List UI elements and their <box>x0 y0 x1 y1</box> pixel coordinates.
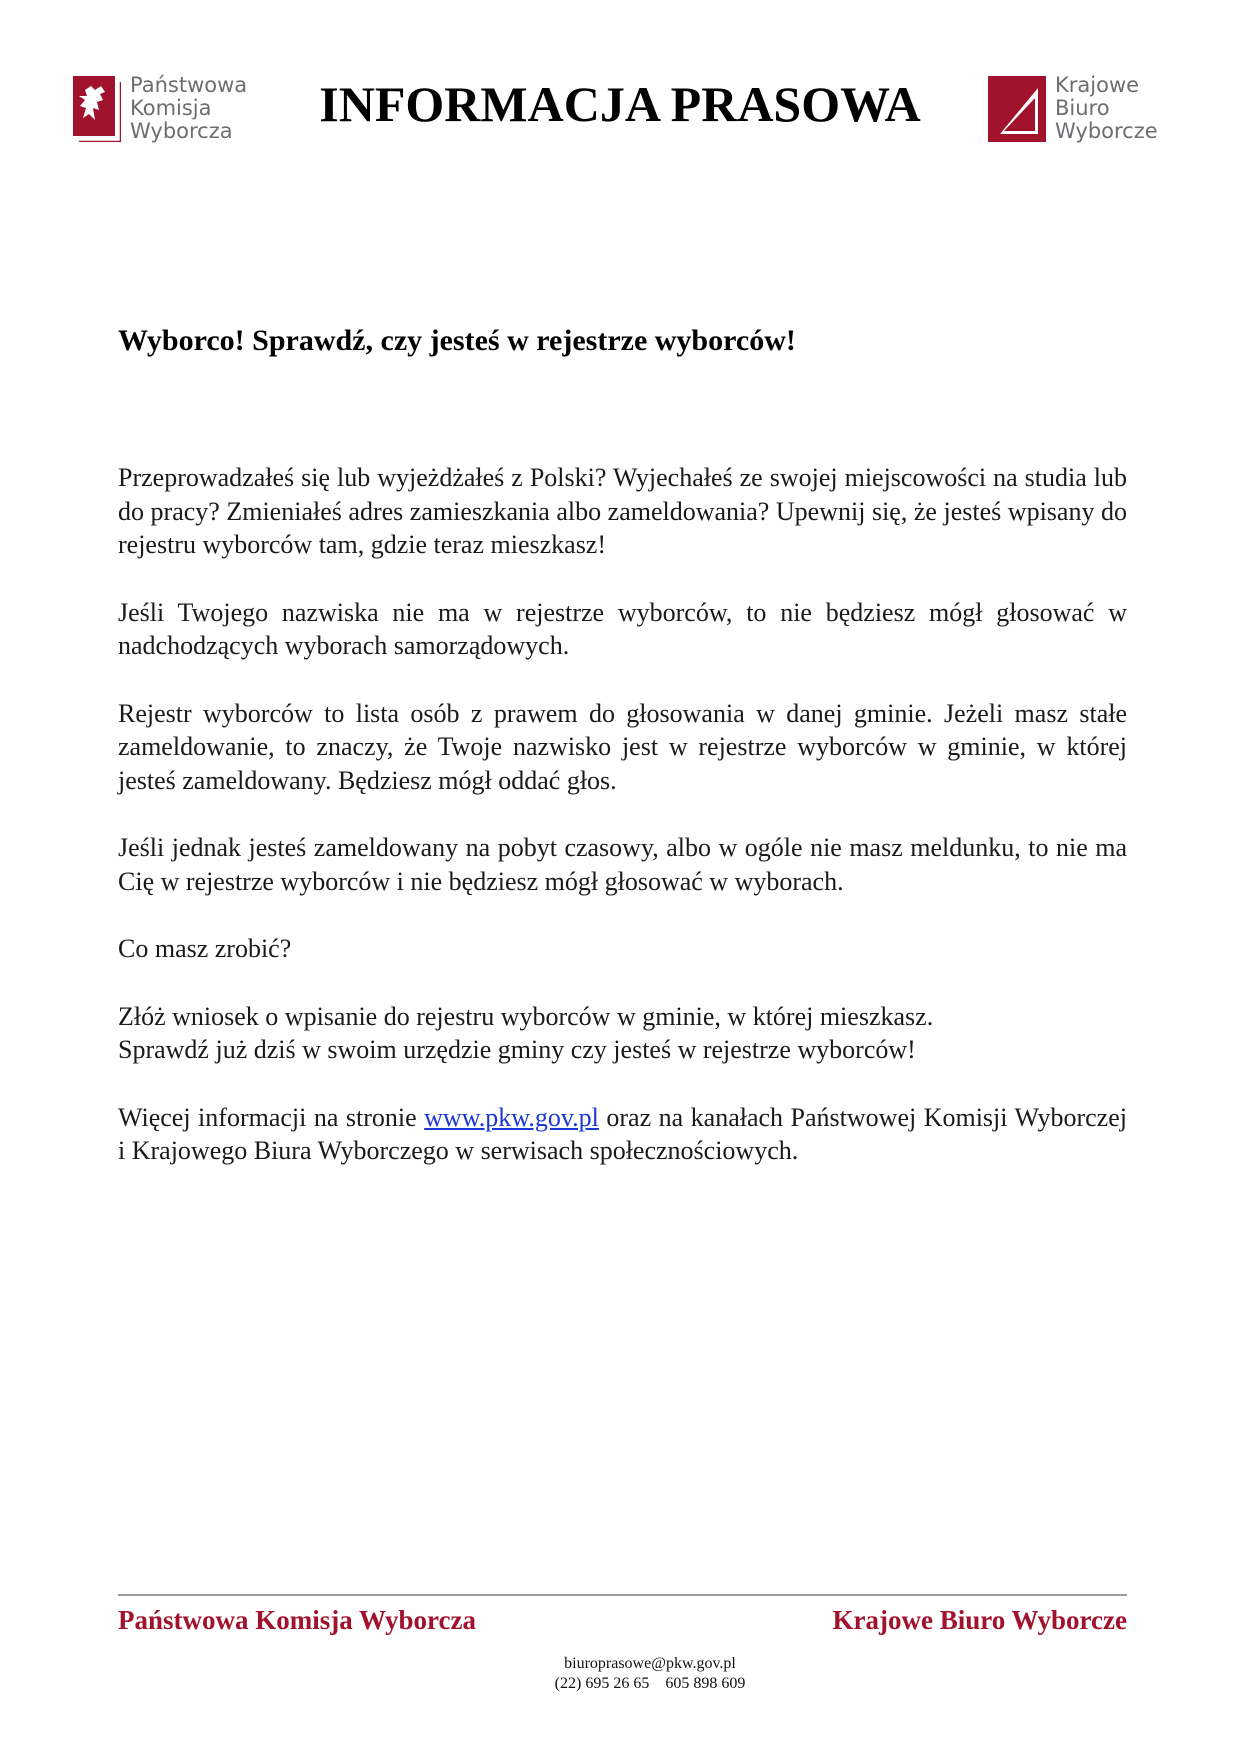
kbw-logo-icon <box>988 76 1046 142</box>
paragraph: Co masz zrobić? <box>118 934 292 963</box>
press-phones: (22) 695 26 65 605 898 609 <box>554 1675 746 1692</box>
footer-pkw-name: Państwowa Komisja Wyborcza <box>118 1605 476 1635</box>
kbw-logo-line: Biuro <box>1055 96 1110 120</box>
pkw-website-link[interactable]: www.pkw.gov.pl <box>424 1102 599 1132</box>
press-contact <box>470 1654 830 1694</box>
press-email[interactable]: biuroprasowe@pkw.gov.pl <box>564 1655 736 1672</box>
more-info-paragraph <box>118 1101 1127 1168</box>
article-body <box>118 461 1127 1202</box>
page-title: INFORMACJA PRASOWA <box>319 76 921 132</box>
more-info-trailing-text: oraz na kanałach Państwowej Komisji Wyborczej i Krajowego Biura Wyborczego w serwisach społecznościowych. <box>118 1102 1127 1165</box>
kbw-logo-line: Wyborcze <box>1055 119 1158 143</box>
kbw-logo-line: Krajowe <box>1055 73 1140 97</box>
paragraph: Przeprowadzałeś się lub wyjeżdżałeś z Polski? Wyjechałeś ze swojej miejscowości na studia lub do pracy? Zmieniałeś adres zamieszkania albo zameldowania? Upewnij się, że jesteś wpisany do rejestru wyborców tam, gdzie teraz mieszkasz! <box>118 463 1127 559</box>
paragraph-line: Sprawdź już dziś w swoim urzędzie gminy czy jesteś w rejestrze wyborców! <box>118 1035 916 1064</box>
paragraph: Jeśli Twojego nazwiska nie ma w rejestrze wyborców, to nie będziesz mógł głosować w nadchodzących wyborach samorządowych. <box>118 597 1127 660</box>
footer-divider <box>118 1594 1127 1596</box>
paragraph: Rejestr wyborców to lista osób z prawem do głosowania w danej gminie. Jeżeli masz stałe zameldowanie, to znaczy, że Twoje nazwisko jest w rejestrze wyborców w gminie, w której jesteś zameldowany. Będziesz mógł oddać głos. <box>118 698 1127 795</box>
more-info-lead-text: Więcej informacji na stronie <box>118 1102 425 1132</box>
footer-kbw-name: Krajowe Biuro Wyborcze <box>832 1605 1127 1635</box>
pkw-logo-line: Państwowa <box>130 73 248 97</box>
pkw-logo-line: Komisja <box>130 96 212 120</box>
kbw-logo <box>988 74 1158 143</box>
pkw-logo <box>73 74 247 143</box>
pkw-logo-line: Wyborcza <box>130 119 233 143</box>
pkw-logo-text <box>130 74 247 143</box>
article-headline: Wyborco! Sprawdź, czy jesteś w rejestrze wyborców! <box>118 324 796 357</box>
kbw-logo-text <box>1055 74 1158 143</box>
paragraph-group <box>118 1000 1127 1067</box>
pkw-eagle-logo-icon <box>73 76 121 142</box>
paragraph-line: Złóż wniosek o wpisanie do rejestru wyborców w gminie, w której mieszkasz. <box>118 1001 934 1031</box>
paragraph: Jeśli jednak jesteś zameldowany na pobyt czasowy, albo w ogóle nie masz meldunku, to nie ma Cię w rejestrze wyborców i nie będziesz mógł głosować w wyborach. <box>118 833 1127 896</box>
